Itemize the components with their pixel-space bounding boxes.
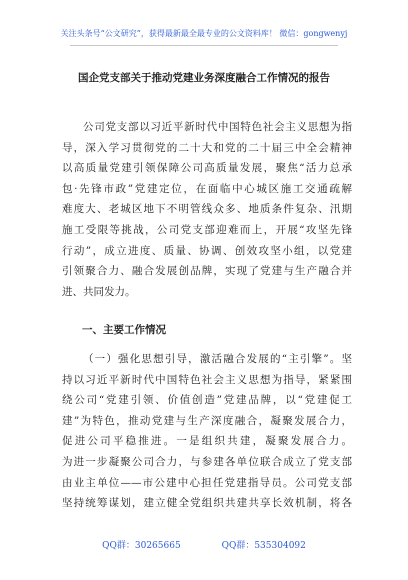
intro-line: 引领聚合力、融合发展创品牌，实现了党建与生产融合并 [62, 265, 352, 278]
section-heading: 一、主要工作情况 [82, 324, 166, 336]
document-title: 国企党支部关于推动党建业务深度融合工作情况的报告 [78, 72, 330, 84]
intro-line: 进、共同发力。 [62, 285, 136, 298]
section1-line: 建”为特色，推动党建与生产深度融合，凝聚发展合力， [62, 414, 352, 427]
section1-line: 绕公司“党建引领、价值创造”党建品牌，以“党建促工 [62, 394, 352, 407]
section1-line: 为进一步凝聚公司合力，与参建各单位联合成立了党支部 [62, 455, 352, 468]
section1-line: 持以习近平新时代中国特色社会主义思想为指导，紧紧围 [62, 373, 352, 386]
intro-line: 公司党支部以习近平新时代中国特色社会主义思想为指 [83, 121, 352, 133]
intro-paragraph [62, 117, 352, 302]
intro-line: 导，深入学习贯彻党的二十大和党的二十届三中全会精神 [62, 141, 352, 154]
header-divider [70, 45, 338, 46]
section1-line: 坚持统筹谋划，建立健全党组织共建共享长效机制，将各 [62, 497, 352, 510]
intro-line: 难度大、老城区地下不明管线众多、地质条件复杂、汛期 [62, 203, 352, 216]
footer-qq-group-2: QQ群：535304092 [221, 541, 306, 551]
intro-line: 施工受限等挑战，公司党支部迎难而上，开展“攻坚先锋 [62, 223, 352, 236]
page-footer [0, 538, 408, 551]
section1-line: 由业主单位——市公建中心担任党建指导员。公司党支部 [62, 476, 352, 489]
section1-line: （一）强化思想引导，激活融合发展的“主引擎”。坚 [83, 353, 352, 365]
intro-line: 以高质量党建引领保障公司高质量发展，聚焦“活力总承 [62, 162, 352, 175]
intro-line: 包·先锋市政”党建定位，在面临中心城区施工交通疏解 [62, 182, 352, 195]
footer-qq-group-1: QQ群：30265665 [102, 541, 181, 551]
intro-line: 行动”，成立进度、质量、协调、创效攻坚小组，以党建 [62, 244, 352, 257]
page-header-notice: 关注头条号“公文研究”，获得最新最全最专业的公文资料库！ 微信：gongwenyj [60, 29, 348, 38]
section1-line: 促进公司平稳推进。一是组织共建，凝聚发展合力。 [62, 435, 352, 448]
section1-paragraph [62, 349, 352, 514]
